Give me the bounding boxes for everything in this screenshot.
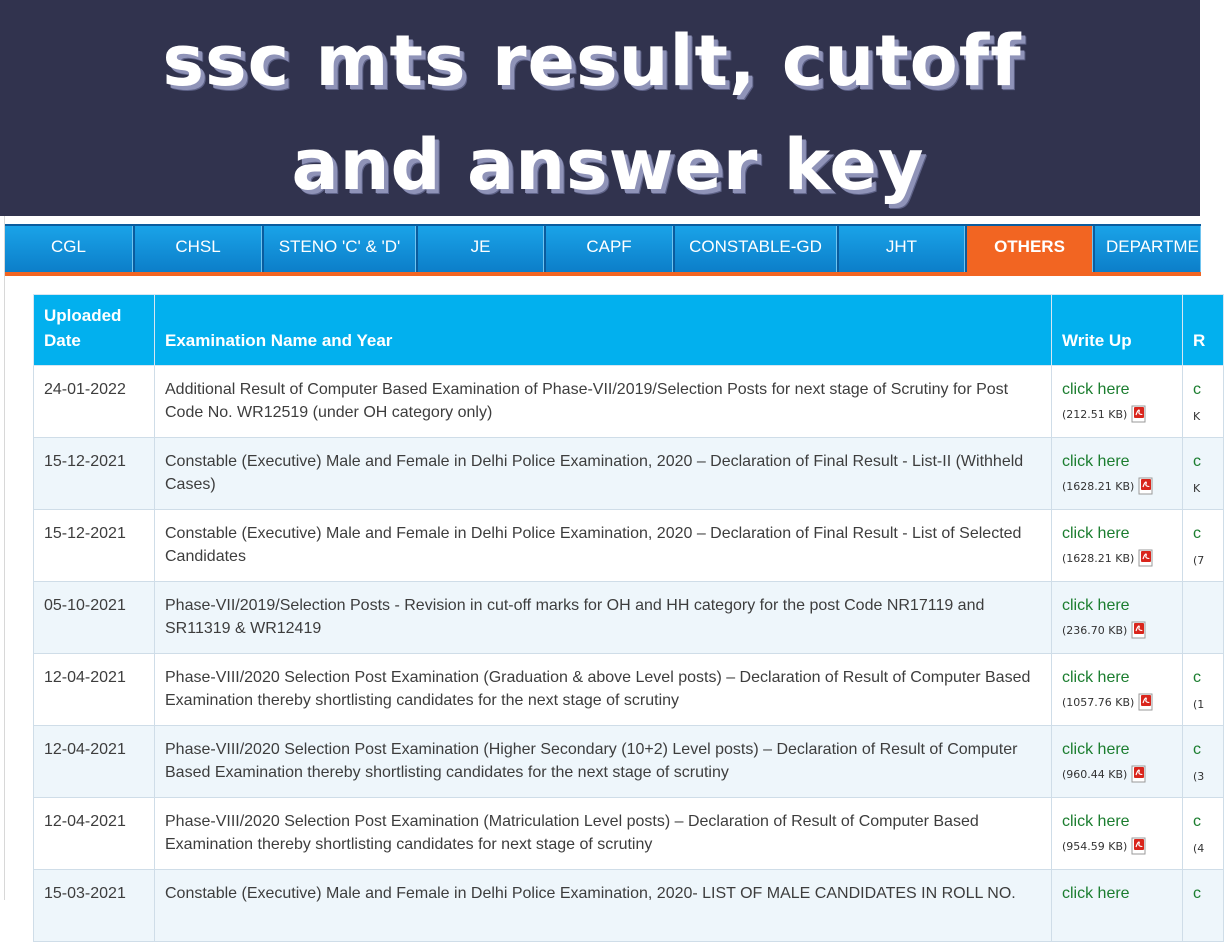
write-up-cell (1052, 726, 1183, 798)
write-up-link[interactable]: click here (1062, 381, 1130, 398)
nav-tab-department[interactable]: DEPARTME (1095, 226, 1201, 272)
pdf-icon[interactable] (1131, 405, 1147, 423)
uploaded-date-cell: 05-10-2021 (34, 582, 155, 654)
results-table (33, 294, 1224, 942)
file-size-label: (954.59 KB) (1062, 840, 1128, 853)
pdf-icon[interactable] (1138, 693, 1154, 711)
extra-cell (1183, 366, 1224, 438)
uploaded-date-cell: 12-04-2021 (34, 726, 155, 798)
extra-size-partial: K (1193, 410, 1201, 423)
results-table-container (33, 294, 1206, 902)
nav-tab-jht[interactable]: JHT (839, 226, 965, 272)
header-exam-name: Examination Name and Year (155, 295, 1052, 366)
write-up-cell (1052, 510, 1183, 582)
file-size-label: (1628.21 KB) (1062, 552, 1135, 565)
extra-size-partial: (1 (1193, 698, 1205, 711)
nav-tab-capf[interactable]: CAPF (546, 226, 673, 272)
exam-nav-bar (5, 224, 1201, 276)
pdf-icon[interactable] (1138, 477, 1154, 495)
exam-name-cell: Constable (Executive) Male and Female in Delhi Police Examination, 2020- LIST OF MALE CANDIDATES IN ROLL NO. (155, 870, 1052, 942)
exam-name-cell: Phase-VIII/2020 Selection Post Examination (Graduation & above Level posts) – Declaration of Result of Computer Based Examination thereby shortlisting candidates for the next stage of scrutiny (155, 654, 1052, 726)
extra-size-partial: (4 (1193, 842, 1205, 855)
write-up-cell (1052, 582, 1183, 654)
file-size-label: (212.51 KB) (1062, 408, 1128, 421)
write-up-link[interactable]: click here (1062, 741, 1130, 758)
header-extra-column: R (1183, 295, 1224, 366)
extra-link-partial[interactable]: c (1193, 669, 1201, 686)
extra-link-partial[interactable]: c (1193, 741, 1201, 758)
extra-link-partial[interactable]: c (1193, 813, 1201, 830)
file-size-label: (1057.76 KB) (1062, 696, 1135, 709)
uploaded-date-cell: 12-04-2021 (34, 654, 155, 726)
banner-title-line-2: and answer key (291, 124, 925, 206)
table-row (34, 582, 1224, 654)
exam-name-cell: Phase-VIII/2020 Selection Post Examination (Matriculation Level posts) – Declaration of Result of Computer Based Examination thereby shortlisting candidates for next stage of scrutiny (155, 798, 1052, 870)
uploaded-date-cell: 15-12-2021 (34, 510, 155, 582)
extra-size-partial: (7 (1193, 554, 1205, 567)
extra-cell (1183, 798, 1224, 870)
table-row (34, 438, 1224, 510)
exam-name-cell: Additional Result of Computer Based Examination of Phase-VII/2019/Selection Posts for next stage of Scrutiny for Post Code No. WR12519 (under OH category only) (155, 366, 1052, 438)
table-row (34, 366, 1224, 438)
nav-tab-others[interactable]: OTHERS (967, 226, 1093, 272)
write-up-link[interactable]: click here (1062, 525, 1130, 542)
extra-cell (1183, 438, 1224, 510)
write-up-cell (1052, 798, 1183, 870)
pdf-icon[interactable] (1131, 621, 1147, 639)
nav-tab-constable-gd[interactable]: CONSTABLE-GD (675, 226, 837, 272)
table-row (34, 726, 1224, 798)
extra-cell (1183, 654, 1224, 726)
uploaded-date-cell: 15-03-2021 (34, 870, 155, 942)
nav-tab-je[interactable]: JE (418, 226, 544, 272)
table-header-row (34, 295, 1224, 366)
write-up-link[interactable]: click here (1062, 669, 1130, 686)
write-up-cell (1052, 438, 1183, 510)
write-up-link[interactable]: click here (1062, 453, 1130, 470)
exam-name-cell: Constable (Executive) Male and Female in Delhi Police Examination, 2020 – Declaration of Final Result - List of Selected Candidates (155, 510, 1052, 582)
exam-name-cell: Phase-VII/2019/Selection Posts - Revision in cut-off marks for OH and HH category for the post Code NR17119 and SR11319 & WR12419 (155, 582, 1052, 654)
table-row (34, 798, 1224, 870)
table-row (34, 510, 1224, 582)
write-up-cell (1052, 366, 1183, 438)
extra-cell (1183, 510, 1224, 582)
extra-link-partial[interactable]: c (1193, 453, 1201, 470)
extra-cell (1183, 726, 1224, 798)
table-row (34, 654, 1224, 726)
uploaded-date-cell: 12-04-2021 (34, 798, 155, 870)
write-up-link[interactable]: click here (1062, 813, 1130, 830)
write-up-link[interactable]: click here (1062, 885, 1130, 902)
pdf-icon[interactable] (1131, 765, 1147, 783)
title-banner (0, 0, 1200, 216)
banner-title-line-1: ssc mts result, cutoff (162, 20, 1022, 102)
extra-link-partial[interactable]: c (1193, 381, 1201, 398)
exam-name-cell: Constable (Executive) Male and Female in Delhi Police Examination, 2020 – Declaration of Final Result - List-II (Withheld Cases) (155, 438, 1052, 510)
uploaded-date-cell: 24-01-2022 (34, 366, 155, 438)
uploaded-date-cell: 15-12-2021 (34, 438, 155, 510)
extra-link-partial[interactable]: c (1193, 525, 1201, 542)
write-up-cell (1052, 654, 1183, 726)
extra-cell (1183, 582, 1224, 654)
header-write-up: Write Up (1052, 295, 1183, 366)
nav-tab-steno[interactable]: STENO 'C' & 'D' (264, 226, 416, 272)
header-uploaded-date: Uploaded Date (34, 295, 155, 366)
extra-size-partial: (3 (1193, 770, 1205, 783)
extra-size-partial: K (1193, 482, 1201, 495)
file-size-label: (960.44 KB) (1062, 768, 1128, 781)
write-up-cell (1052, 870, 1183, 942)
pdf-icon[interactable] (1131, 837, 1147, 855)
write-up-link[interactable]: click here (1062, 597, 1130, 614)
results-page (4, 216, 1206, 902)
extra-link-partial[interactable]: c (1193, 885, 1201, 902)
file-size-label: (236.70 KB) (1062, 624, 1128, 637)
nav-tab-cgl[interactable]: CGL (5, 226, 133, 272)
extra-cell (1183, 870, 1224, 942)
file-size-label: (1628.21 KB) (1062, 480, 1135, 493)
nav-tab-chsl[interactable]: CHSL (135, 226, 262, 272)
pdf-icon[interactable] (1138, 549, 1154, 567)
exam-name-cell: Phase-VIII/2020 Selection Post Examination (Higher Secondary (10+2) Level posts) – Declaration of Result of Computer Based Examination thereby shortlisting candidates for the next stage of scrutiny (155, 726, 1052, 798)
table-row (34, 870, 1224, 942)
